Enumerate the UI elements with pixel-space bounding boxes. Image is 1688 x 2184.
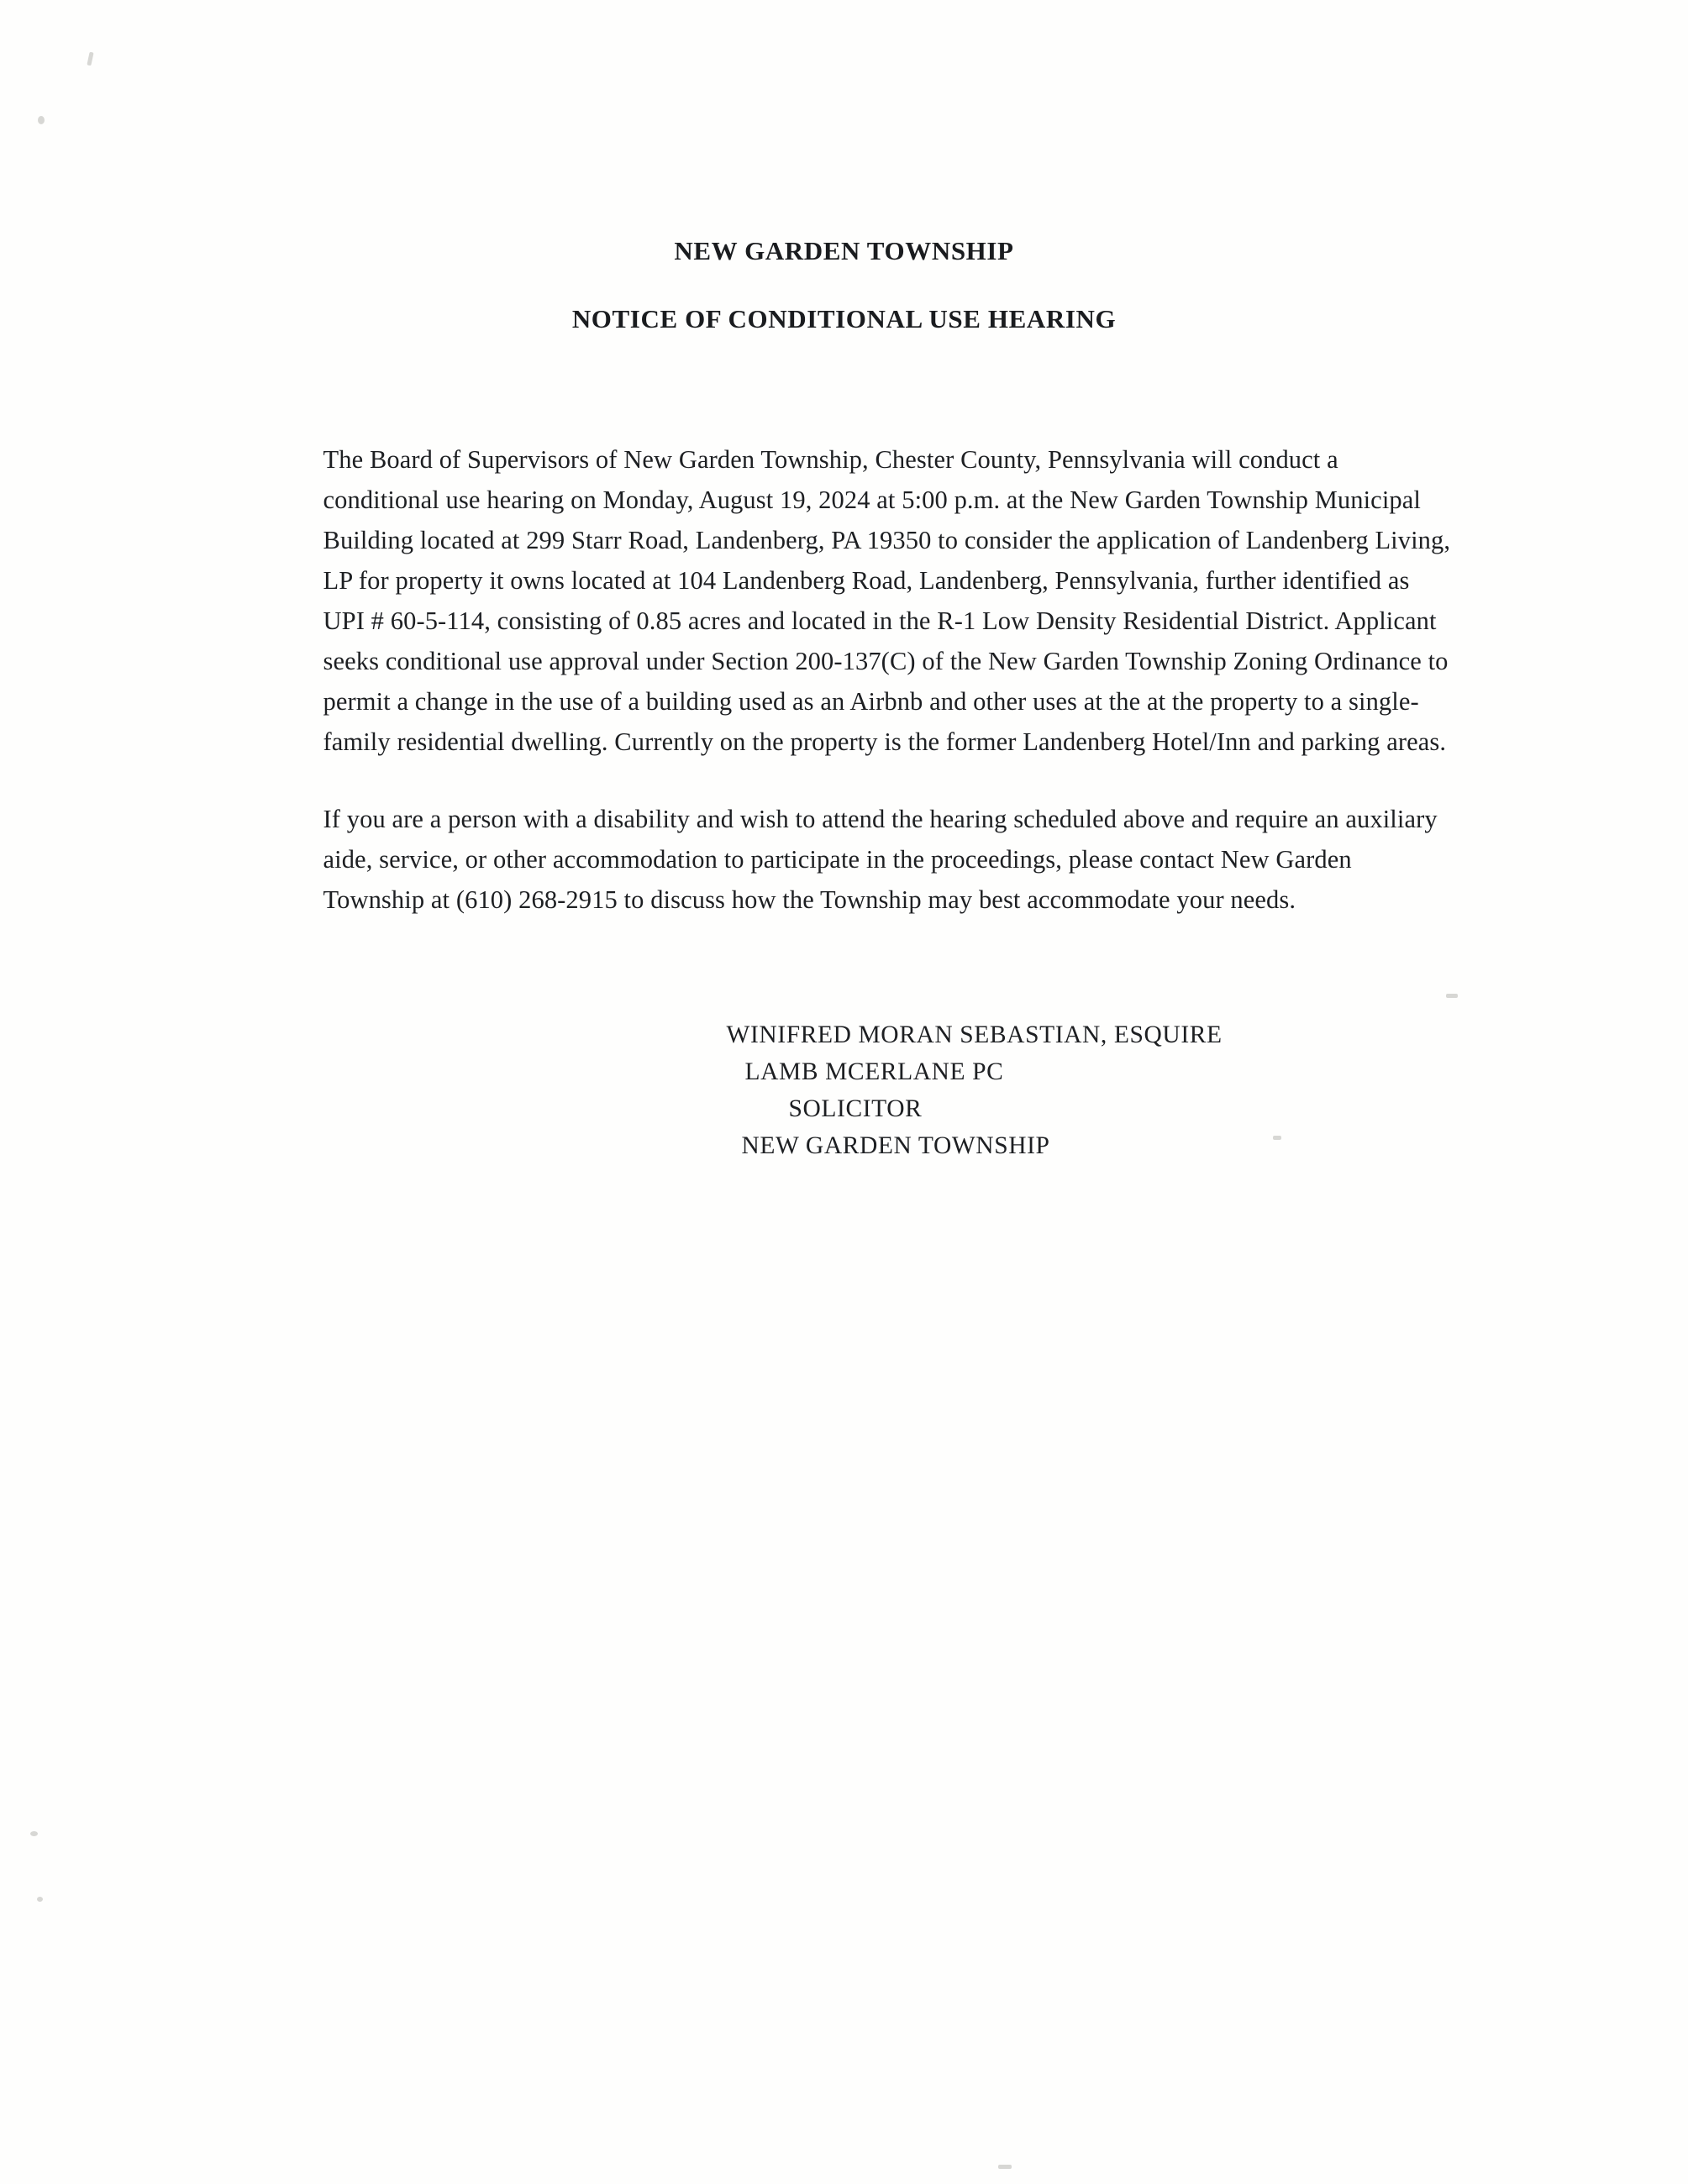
signature-entity: NEW GARDEN TOWNSHIP	[741, 1132, 1050, 1160]
scan-speckle	[30, 1831, 38, 1836]
page-title: NEW GARDEN TOWNSHIP	[674, 236, 1014, 265]
paragraph-accessibility-notice: If you are a person with a disability and wish to attend the hearing scheduled above and require an auxiliary aide, service, or other accommodation to participate in the proceedings, please contact New Garden Township at (610) 268-2915 to discuss how the Township may best accommodate your needs.	[323, 805, 1438, 915]
page-subtitle: NOTICE OF CONDITIONAL USE HEARING	[571, 304, 1117, 334]
paragraph-hearing-notice: The Board of Supervisors of New Garden Township, Chester County, Pennsylvania will conduct a conditional use hearing on Monday, August 19, 2024 at 5:00 p.m. at the New Garden Township Municipal Building located at 299 Starr Road, Landenberg, PA 19350 to consider the application of Landenberg Living, LP for property it owns located at 104 Landenberg Road, Landenberg, Pennsylvania, further identified as UPI # 60-5-114, consisting of 0.85 acres and located in the R-1 Low Density Residential District. Applicant seeks conditional use approval under Section 200-137(C) of the New Garden Township Zoning Ordinance to permit a change in the use of a building used as an Airbnb and other uses at the at the property to a single-family residential dwelling. Currently on the property is the former Landenberg Hotel/Inn and parking areas.	[323, 445, 1451, 757]
document-header	[0, 235, 1688, 334]
scan-speckle	[37, 1897, 43, 1902]
signature-block	[323, 1016, 1458, 1164]
signature-name: WINIFRED MORAN SEBASTIAN, ESQUIRE	[726, 1021, 1223, 1049]
signature-role: SOLICITOR	[788, 1095, 923, 1123]
body-text-container	[231, 439, 1458, 1164]
scan-speckle	[998, 2165, 1012, 2169]
signature-firm: LAMB MCERLANE PC	[744, 1058, 1004, 1086]
